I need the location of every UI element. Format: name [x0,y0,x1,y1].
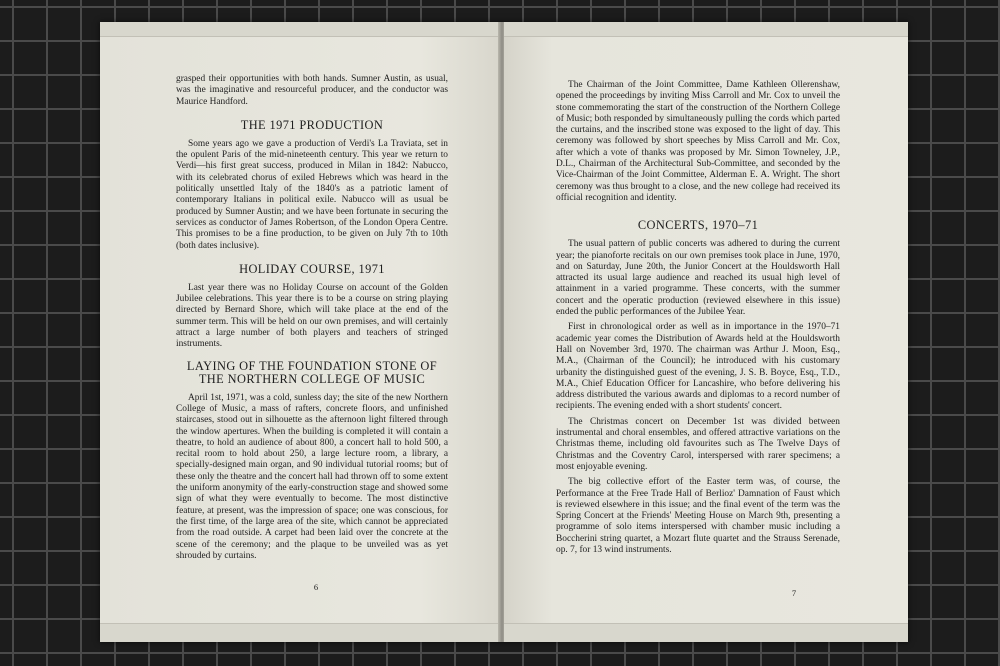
concerts-paragraph-3: The Christmas concert on December 1st was divided between instrumental and choral ensembles, and offered attractive variations on the Christmas theme, including old favourites such as The Twelve Days of Christmas and the Coventry Carol, interspersed with rarer specimens; a most enjoyable evening. [556,416,840,472]
left-opening-paragraph: grasped their opportunities with both hands. Sumner Austin, as usual, was the imaginative and resourceful producer, and the conductor was Maurice Handford. [176,74,448,107]
right-page [504,22,908,642]
holiday-course-paragraph: Last year there was no Holiday Course on account of the Golden Jubilee celebrations. This year there is to be a course on string playing directed by Bernard Shore, which will take place at the end of the summer term. This will be held on our own premises, and will certainly attract a large number of both players and teachers of stringed instruments. [176,282,448,350]
concerts-paragraph-4: The big collective effort of the Easter term was, of course, the Performance at the Free Trade Hall of Berlioz' Damnation of Faust which is reviewed elsewhere in this issue; and the final event of the term was the Spring Concert at the Friends' Meeting House on March 9th, presenting a programme of solo items interspersed with chamber music including a Boccherini string quartet, a Mozart flute quartet and the Strauss Serenade, op. 7, for 13 wind instruments. [556,477,840,555]
page-top-edge [100,22,500,37]
page-bottom-edge [504,623,908,642]
holiday-course-heading: HOLIDAY COURSE, 1971 [239,261,385,276]
foundation-stone-paragraph: April 1st, 1971, was a cold, sunless day; the site of the new Northern College of Music, a mass of rafters, concrete floors, and unfinished staircases, stood out in silhouette as the afternoon light filtered through the window apertures. When the building is completed it will contain a theatre, to hold an audience of about 800, a concert hall to hold 500, a recital room to hold about 250, a large lecture room, a library, a specially-designed main organ, and 90 individual tutorial rooms; but of these only the theatre and the concert hall had thrown off to some extent the uniform anonymity of the early-construction stage and showed some sign of what they were eventually to become. The most distinctive feature, at present, was the impression of space; one was conscious, for the first time, of the large area of the site, which cannot be appreciated from the road outside. A carpet had been laid over the concrete at the scene of the ceremony; and the plaque to be unveiled was as yet shrouded by curtains. [176,392,448,561]
page-top-edge [504,22,908,37]
foundation-stone-heading: LAYING OF THE FOUNDATION STONE OF THE NORTHERN COLLEGE OF MUSIC [186,358,438,386]
concerts-paragraph-2: First in chronological order as well as in importance in the 1970–71 academic year comes the Distribution of Awards held at the Houldsworth Hall on November 3rd, 1970. The chairman was Arthur J. Moon, Esq., M.A., (Chairman of the Council); he introduced with his customary urbanity the distinguished guest of the evening, J. S. B. Boyce, Esq., T.D., M.A., Chief Education Officer for Lancashire, who before delivering his address distributed the various awards and diplomas to a record number of recipients. The evening ended with a short students' concert. [556,322,840,412]
open-booklet [100,22,908,642]
right-page-number: 7 [791,588,797,598]
left-page [100,22,500,642]
concerts-heading: CONCERTS, 1970–71 [637,218,759,233]
page-bottom-edge [100,623,500,642]
concerts-paragraph-1: The usual pattern of public concerts was adhered to during the current year; the pianoforte recitals on our own premises took place in June, 1970, and on Saturday, June 20th, the Junior Concert at the Houldsworth Hall attracted its usual large audience and reached its usual high level of attainment in a varied programme. These concerts, with the summer concert and the operatic production (reviewed elsewhere in this issue) ended the public performances of the Jubilee Year. [556,239,840,318]
production-heading: THE 1971 PRODUCTION [240,117,384,132]
ceremony-paragraph: The Chairman of the Joint Committee, Dame Kathleen Ollerenshaw, opened the proceedings by inviting Miss Carroll and Mr. Cox to unveil the stone commemorating the start of the construction of the Northern College of Music; both responded by simultaneously pulling the cords which parted the curtains, and the inscribed stone was exposed to the light of day. This ceremony was followed by short speeches by Miss Carroll and Mr. Cox, after which a vote of thanks was proposed by Mr. Simon Towneley, J.P., D.L., Chairman of the Architectural Sub-Committee, and seconded by the Vice-Chairman of the Joint Committee, Alderman E. A. Wright. The short ceremony was thus brought to a close, and the new college had received its official recognition and identity. [556,80,840,203]
left-page-number: 6 [313,582,319,592]
production-paragraph: Some years ago we gave a production of Verdi's La Traviata, set in the opulent Paris of the mid-nineteenth century. This year we return to Verdi—his first great success, produced in Milan in 1842: Nabucco, with its celebrated chorus of exiled Hebrews which was heard in the politically unsettled Italy of the 1840's as a patriotic lament of contemporary Italians in political exile. Nabucco will as usual be produced by Sumner Austin; and we have been fortunate in securing the services as conductor of James Robertson, of the London Opera Centre. This promises to be a fine production, to be given on July 7th to 10th (both dates inclusive). [176,138,448,251]
